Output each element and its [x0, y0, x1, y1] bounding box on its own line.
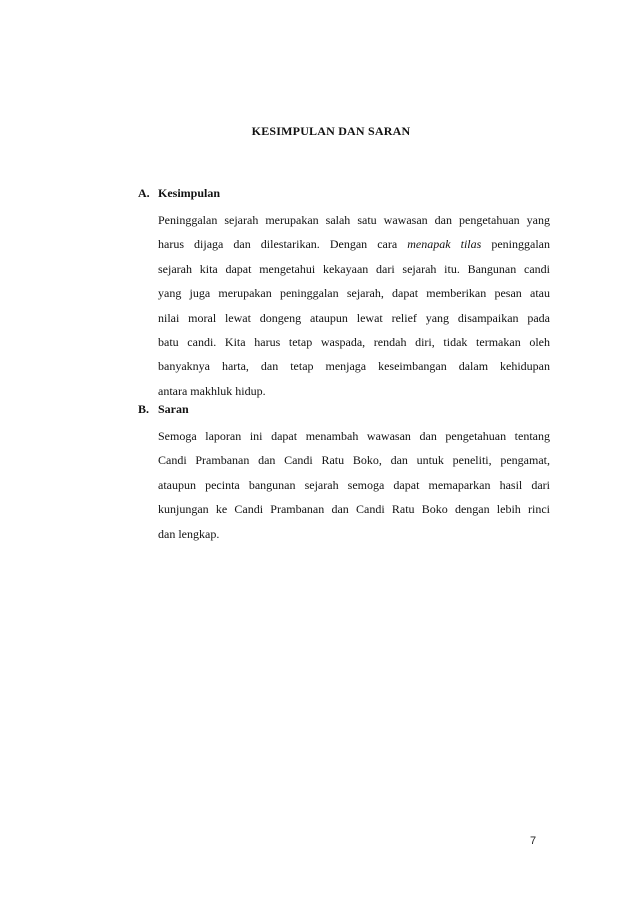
page-title: KESIMPULAN DAN SARAN	[251, 124, 411, 138]
section-kesimpulan	[138, 186, 550, 403]
section-heading	[138, 402, 550, 420]
paragraph-line: kunjungan ke Candi Prambanan dan Candi Ratu Boko dengan lebih rinci	[158, 502, 550, 517]
paragraph-line: Candi Prambanan dan Candi Ratu Boko, dan untuk peneliti, pengamat,	[158, 453, 550, 468]
section-saran	[138, 402, 550, 546]
paragraph-line: sejarah kita dapat mengetahui kekayaan dari sejarah itu. Bangunan candi	[158, 261, 550, 276]
paragraph-line: banyaknya harta, dan tetap menjaga keseimbangan dalam kehidupan	[158, 359, 550, 374]
section-letter: B.	[138, 402, 150, 416]
paragraph-line: antara makhluk hidup.	[158, 383, 266, 398]
paragraph-line-with-italic: harus dijaga dan dilestarikan. Dengan cara menapak tilas peninggalan	[158, 237, 550, 252]
paragraph-line: ataupun pecinta bangunan sejarah semoga dapat memaparkan hasil dari	[158, 477, 550, 492]
italic-phrase: menapak tilas	[407, 237, 482, 252]
paragraph-line: batu candi. Kita harus tetap waspada, rendah diri, tidak termakan oleh	[158, 334, 550, 349]
section-heading-text: Saran	[158, 402, 189, 416]
paragraph-line: yang juga merupakan peninggalan sejarah, dapat memberikan pesan atau	[158, 286, 550, 301]
paragraph-line: nilai moral lewat dongeng ataupun lewat relief yang disampaikan pada	[158, 310, 550, 325]
section-paragraph	[158, 208, 550, 403]
paragraph-line: Semoga laporan ini dapat menambah wawasan dan pengetahuan tentang	[158, 429, 550, 443]
paragraph-line: dan lengkap.	[158, 526, 220, 541]
section-heading	[138, 186, 550, 204]
section-letter: A.	[138, 186, 150, 200]
section-paragraph	[158, 424, 550, 546]
paragraph-line: Peninggalan sejarah merupakan salah satu wawasan dan pengetahuan yang	[158, 213, 550, 227]
section-heading-text: Kesimpulan	[158, 186, 221, 200]
page-number: 7	[530, 835, 537, 847]
